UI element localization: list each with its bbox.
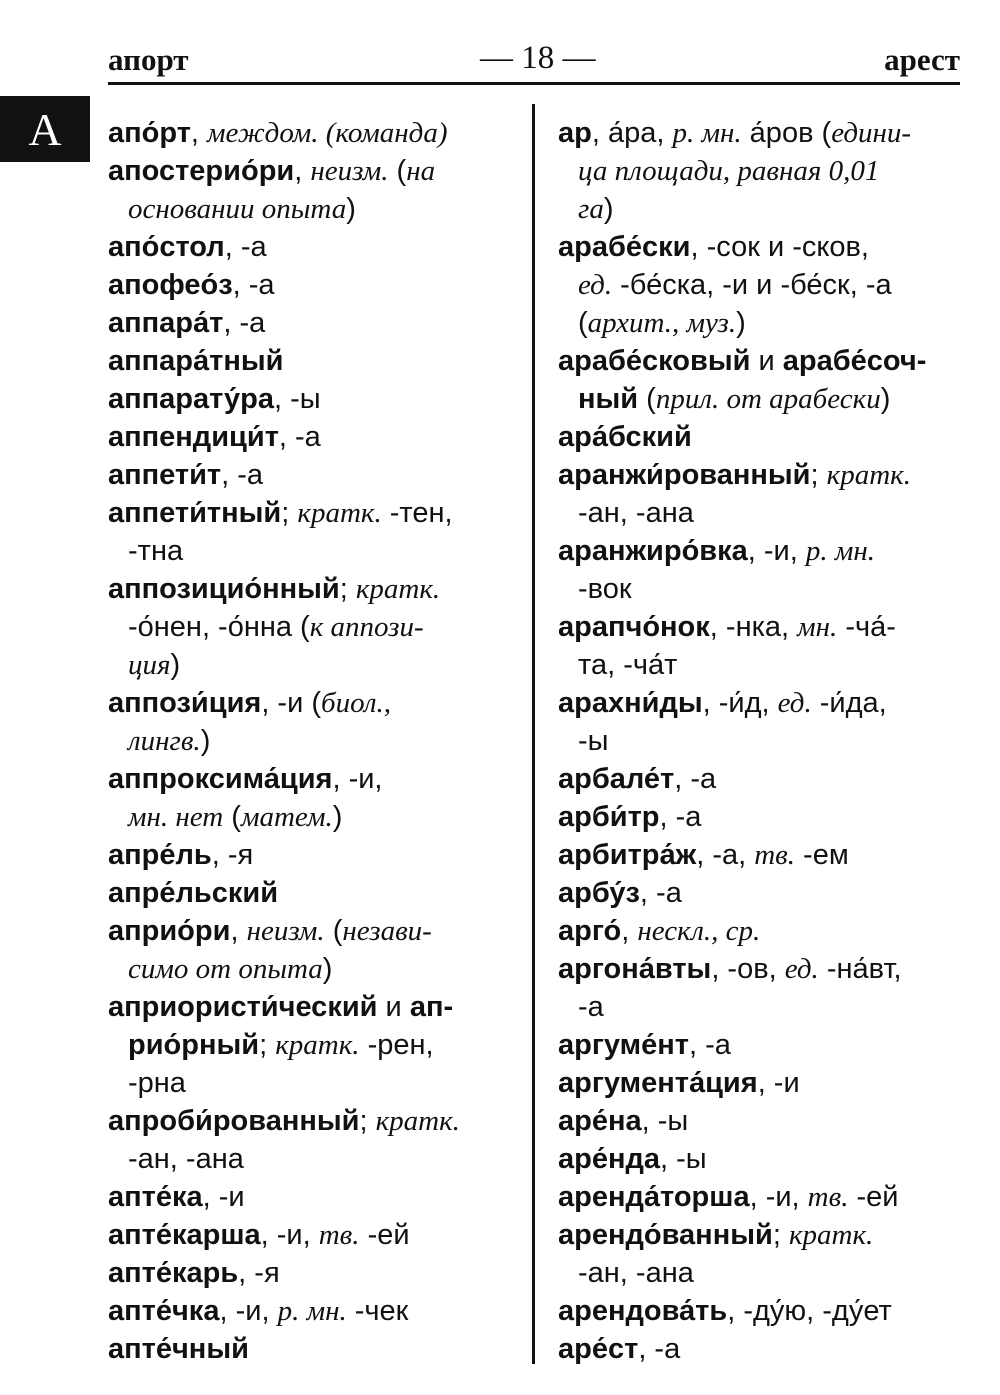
entry-line xyxy=(108,304,518,342)
inflection-text: , -а xyxy=(223,307,266,339)
grammar-note: неизм. xyxy=(310,155,389,187)
headword: априо́ри xyxy=(108,915,231,947)
inflection-text: -чек xyxy=(346,1295,409,1327)
entry-line xyxy=(108,342,518,380)
entry-line xyxy=(108,380,518,418)
entry-line xyxy=(558,1026,962,1064)
entry-line xyxy=(558,836,962,874)
headword: аранжиро́вка xyxy=(558,535,748,567)
inflection-text: , -ы xyxy=(660,1143,707,1175)
headword: арби́тр xyxy=(558,801,660,833)
inflection-text: , xyxy=(230,915,247,947)
headword: аре́на xyxy=(558,1105,642,1137)
last-entry-guide-word: арест xyxy=(884,42,960,77)
entry-line xyxy=(108,418,518,456)
inflection-text: ; xyxy=(359,1105,376,1137)
inflection-text: , -ы xyxy=(641,1105,689,1137)
inflection-text: ) xyxy=(332,801,343,833)
headword: аппроксима́ция xyxy=(108,763,333,795)
grammar-note: мн. xyxy=(797,611,838,643)
inflection-text: , -я xyxy=(211,839,254,871)
headword: аренда́торша xyxy=(558,1181,750,1213)
grammar-note: р. мн. xyxy=(805,535,876,567)
entry-line xyxy=(558,988,962,1026)
entry-line xyxy=(558,570,962,608)
headword: аппети́тный xyxy=(108,497,282,529)
inflection-text: ; xyxy=(339,573,356,605)
grammar-note: к аппози- xyxy=(309,611,424,643)
entry-line xyxy=(558,1216,962,1254)
grammar-note: кратк. xyxy=(275,1029,360,1061)
grammar-note: биол., xyxy=(321,687,392,719)
grammar-note: матем. xyxy=(240,801,333,833)
inflection-text: , -а xyxy=(674,763,717,795)
entry-line xyxy=(108,228,518,266)
entry-line xyxy=(558,684,962,722)
entry-line xyxy=(108,1140,518,1178)
headword: апте́карь xyxy=(108,1257,239,1289)
headword: аппендици́т xyxy=(108,421,279,453)
entry-line xyxy=(558,266,962,304)
grammar-note: га xyxy=(578,193,604,225)
grammar-note: незави- xyxy=(342,915,432,947)
entry-line xyxy=(108,570,518,608)
inflection-text: -вок xyxy=(578,573,632,605)
headword: апо́рт xyxy=(108,117,191,149)
inflection-text: и xyxy=(377,991,410,1023)
page-number: — 18 — xyxy=(480,40,596,76)
headword: ара́бский xyxy=(558,421,692,453)
inflection-text: , -а xyxy=(221,459,264,491)
inflection-text: , -а xyxy=(638,1333,681,1365)
headword: ар xyxy=(558,117,592,149)
grammar-note: р. мн. xyxy=(277,1295,347,1327)
inflection-text: , -а xyxy=(639,877,682,909)
grammar-note: ед. xyxy=(578,269,613,301)
entry-line xyxy=(558,494,962,532)
entry-line xyxy=(108,1178,518,1216)
entry-line xyxy=(108,646,518,684)
inflection-text: -рна xyxy=(128,1067,186,1099)
grammar-note: мн. нет xyxy=(128,801,224,833)
inflection-text: , -сок и -сков, xyxy=(690,231,869,263)
headword: арабе́ски xyxy=(558,231,691,263)
inflection-text: -ы xyxy=(578,725,609,757)
inflection-text: -бе́ска, -и и -бе́ск, -а xyxy=(612,269,892,301)
entry-line xyxy=(108,760,518,798)
grammar-note: ция xyxy=(128,649,171,681)
grammar-note: ед. xyxy=(777,687,812,719)
headword: апофео́з xyxy=(108,269,233,301)
grammar-note: кратк. xyxy=(826,459,911,491)
entry-line xyxy=(558,1140,962,1178)
inflection-text: та, -ча́т xyxy=(578,649,678,681)
entry-line xyxy=(108,190,518,228)
grammar-note: р. мн. xyxy=(672,117,742,149)
entry-line xyxy=(558,912,962,950)
inflection-text: -ей xyxy=(848,1181,899,1213)
entry-line xyxy=(558,380,962,418)
inflection-text: -и́да, xyxy=(811,687,887,719)
headword: априористи́ческий xyxy=(108,991,378,1023)
inflection-text: , а́ра, xyxy=(591,117,673,149)
entry-line xyxy=(108,608,518,646)
inflection-text: , -ов, xyxy=(711,953,785,985)
headword: аппети́т xyxy=(108,459,222,491)
inflection-text: -ан, -ана xyxy=(128,1143,244,1175)
headword: аппара́т xyxy=(108,307,224,339)
entry-line xyxy=(108,1330,518,1368)
entry-line xyxy=(558,228,962,266)
headword: рио́рный xyxy=(128,1029,260,1061)
inflection-text: ( xyxy=(223,801,241,833)
inflection-text: , -а xyxy=(224,231,267,263)
entry-line xyxy=(108,874,518,912)
inflection-text: , xyxy=(190,117,208,149)
grammar-note: нескл., ср. xyxy=(637,915,761,947)
grammar-note: едини- xyxy=(831,117,912,149)
headword: арапчо́нок xyxy=(558,611,710,643)
inflection-text: , -и, xyxy=(260,1219,319,1251)
grammar-note: междом. (команда) xyxy=(207,117,448,149)
entry-line xyxy=(108,684,518,722)
inflection-text: -ан, -ана xyxy=(578,497,694,529)
inflection-text: ) xyxy=(880,383,891,415)
inflection-text: , -нка, xyxy=(709,611,798,643)
entry-line xyxy=(108,1292,518,1330)
inflection-text: -ча́- xyxy=(837,611,896,643)
inflection-text: , -и xyxy=(202,1181,245,1213)
inflection-text: ( xyxy=(324,915,343,947)
inflection-text: , -и xyxy=(757,1067,800,1099)
entry-line xyxy=(558,1254,962,1292)
headword: ап- xyxy=(409,991,454,1023)
right-column-entries xyxy=(558,114,962,1368)
headword: аргуме́нт xyxy=(558,1029,689,1061)
entry-line xyxy=(558,342,962,380)
inflection-text: ( xyxy=(388,155,407,187)
inflection-text: и xyxy=(750,345,783,377)
headword: аргона́вты xyxy=(558,953,712,985)
entry-line xyxy=(108,1026,518,1064)
grammar-note: ед. xyxy=(784,953,819,985)
entry-line xyxy=(108,988,518,1026)
grammar-note: неизм. xyxy=(246,915,325,947)
grammar-note: кратк. xyxy=(355,573,441,605)
entry-line xyxy=(108,1064,518,1102)
entry-line xyxy=(558,1064,962,1102)
entry-line xyxy=(558,532,962,570)
grammar-note: тв. xyxy=(807,1181,849,1213)
headword: арабе́сковый xyxy=(558,345,751,377)
entry-line xyxy=(108,152,518,190)
entry-line xyxy=(558,798,962,836)
headword: арабе́соч- xyxy=(782,345,927,377)
inflection-text: -ей xyxy=(359,1219,410,1251)
inflection-text: , -и, xyxy=(219,1295,278,1327)
inflection-text: , xyxy=(621,915,638,947)
inflection-text: ; xyxy=(281,497,298,529)
inflection-text: , -и, xyxy=(747,535,806,567)
inflection-text: , -и ( xyxy=(261,687,321,719)
inflection-text: , -и, xyxy=(749,1181,808,1213)
entry-line xyxy=(108,114,518,152)
inflection-text: -на́вт, xyxy=(818,953,902,985)
inflection-text: ) xyxy=(603,193,614,225)
inflection-text: , -и́д, xyxy=(702,687,778,719)
inflection-text: -о́нен, -о́нна ( xyxy=(128,611,310,643)
inflection-text: а́ров ( xyxy=(741,117,832,149)
headword: ный xyxy=(578,383,639,415)
entry-line xyxy=(558,418,962,456)
inflection-text: , -а xyxy=(278,421,321,453)
headword: аппози́ция xyxy=(108,687,262,719)
grammar-note: кратк. xyxy=(788,1219,874,1251)
inflection-text: , -ду́ю, -ду́ет xyxy=(727,1295,892,1327)
inflection-text: , -ы xyxy=(274,383,321,415)
inflection-text: ( xyxy=(578,307,588,339)
entry-line xyxy=(558,950,962,988)
entry-line xyxy=(558,152,962,190)
entry-line xyxy=(558,1102,962,1140)
headword: апре́ль xyxy=(108,839,212,871)
entry-line xyxy=(108,1102,518,1140)
entry-line xyxy=(108,494,518,532)
headword: аппозицио́нный xyxy=(108,573,340,605)
inflection-text: ; xyxy=(810,459,827,491)
headword: арахни́ды xyxy=(558,687,703,719)
grammar-note: основании опыта xyxy=(128,193,347,225)
headword: аре́нда xyxy=(558,1143,661,1175)
entry-line xyxy=(108,532,518,570)
entry-line xyxy=(108,456,518,494)
headword: аппара́тный xyxy=(108,345,284,377)
grammar-note: симо от опыта xyxy=(128,953,323,985)
headword: арбу́з xyxy=(558,877,640,909)
headword: арго́ xyxy=(558,915,622,947)
grammar-note: лингв. xyxy=(128,725,201,757)
entry-line xyxy=(558,190,962,228)
entry-line xyxy=(558,722,962,760)
inflection-text: -а xyxy=(578,991,604,1023)
grammar-note: тв. xyxy=(754,839,795,871)
first-entry-guide-word: апорт xyxy=(108,42,189,77)
inflection-text: ) xyxy=(322,953,333,985)
inflection-text: -ем xyxy=(795,839,849,871)
grammar-note: архит., муз. xyxy=(587,307,737,339)
grammar-note: кратк. xyxy=(297,497,382,529)
inflection-text: -тна xyxy=(128,535,184,567)
entry-line xyxy=(558,1292,962,1330)
entry-line xyxy=(558,646,962,684)
entry-line xyxy=(108,722,518,760)
entry-line xyxy=(108,266,518,304)
headword: аре́ст xyxy=(558,1333,639,1365)
header-rule xyxy=(108,82,960,85)
thumb-index-letter: А xyxy=(28,103,62,155)
entry-line xyxy=(108,798,518,836)
grammar-note: тв. xyxy=(318,1219,360,1251)
entry-line xyxy=(558,114,962,152)
headword: апте́ка xyxy=(108,1181,203,1213)
inflection-text: , -а xyxy=(232,269,275,301)
grammar-note: на xyxy=(406,155,436,187)
inflection-text: , -а, xyxy=(696,839,755,871)
inflection-text: -ан, -ана xyxy=(578,1257,694,1289)
headword: аранжи́рованный xyxy=(558,459,811,491)
inflection-text: , xyxy=(294,155,311,187)
headword: арендова́ть xyxy=(558,1295,728,1327)
entry-line xyxy=(108,836,518,874)
headword: апте́чка xyxy=(108,1295,220,1327)
letter-thumb-index xyxy=(0,96,90,162)
inflection-text: -рен, xyxy=(359,1029,434,1061)
entry-line xyxy=(558,760,962,798)
headword: апроби́рованный xyxy=(108,1105,360,1137)
entry-line xyxy=(558,304,962,342)
inflection-text: ) xyxy=(200,725,211,757)
entry-line xyxy=(108,912,518,950)
entry-line xyxy=(108,950,518,988)
inflection-text: ; xyxy=(259,1029,276,1061)
inflection-text: ( xyxy=(638,383,656,415)
headword: арбале́т xyxy=(558,763,675,795)
grammar-note: кратк. xyxy=(375,1105,460,1137)
headword: апте́карша xyxy=(108,1219,261,1251)
headword: апре́льский xyxy=(108,877,279,909)
headword: аппарату́ра xyxy=(108,383,275,415)
grammar-note: ца площади, равная 0,01 xyxy=(578,155,880,187)
headword: апо́стол xyxy=(108,231,225,263)
entry-line xyxy=(558,456,962,494)
entry-line xyxy=(108,1254,518,1292)
column-divider xyxy=(532,104,535,1364)
entry-line xyxy=(558,874,962,912)
inflection-text: -тен, xyxy=(381,497,453,529)
headword: апостерио́ри xyxy=(108,155,295,187)
inflection-text: ) xyxy=(346,193,356,225)
headword: апте́чный xyxy=(108,1333,249,1365)
headword: арбитра́ж xyxy=(558,839,697,871)
running-head xyxy=(108,38,960,82)
inflection-text: , -я xyxy=(238,1257,280,1289)
inflection-text: , -а xyxy=(659,801,702,833)
inflection-text: ) xyxy=(736,307,746,339)
inflection-text: , -и, xyxy=(332,763,383,795)
entry-line xyxy=(558,1178,962,1216)
inflection-text: , -а xyxy=(688,1029,731,1061)
headword: арендо́ванный xyxy=(558,1219,773,1251)
entry-line xyxy=(108,1216,518,1254)
inflection-text: ) xyxy=(170,649,181,681)
grammar-note: прил. от арабески xyxy=(655,383,881,415)
left-column-entries xyxy=(108,114,518,1368)
entry-line xyxy=(558,1330,962,1368)
headword: аргумента́ция xyxy=(558,1067,758,1099)
entry-line xyxy=(558,608,962,646)
inflection-text: ; xyxy=(772,1219,789,1251)
